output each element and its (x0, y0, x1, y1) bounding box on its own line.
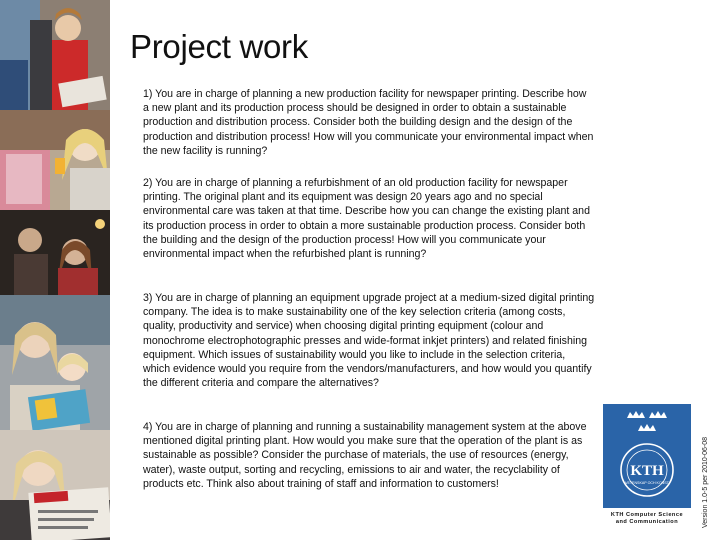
photo-woman-reading (0, 110, 110, 210)
kth-logo-tagline: VETENSKAP OCH KONST (625, 481, 669, 485)
photo-mother-child (0, 295, 110, 430)
kth-logo-name: KTH (630, 463, 664, 479)
kth-logo (603, 404, 691, 525)
logo-caption-line-1: KTH Computer Science (610, 512, 684, 518)
paragraph-3: 3) You are in charge of planning an equipment upgrade project at a medium-sized digital printing company. The idea is to make sustainability one of the key selection criteria (among costs, quality, productivity and service) when choosing digital printing equipment (colour and monochrome electrophotographic presses and wide-format inkjet printers) and related finishing equipment. Which issues of sustainability would you like to include in the selection criteria, which evidence would you require from the vendors/manufacturers, and how would you quantify the different criteria and compare the alternatives? (143, 292, 595, 390)
paragraph-1: 1) You are in charge of planning a new production facility for newspaper printing. Describe how a new plant and its production process should be designed in order to obtain a sustainable production and distribution process. Consider both the building design and the design of the production and distribution process! How will you communicate your environmental impact when the new facility is running? (143, 88, 594, 157)
photo-newspaper-reader (0, 0, 110, 110)
logo-caption-line-2: and Communication (615, 518, 679, 525)
paragraph-4: 4) You are in charge of planning and running a sustainability management system at the above mentioned digital printing plant. How would you make sure that the operation of the plant is as sustainable as possible? Consider the purchase of materials, the use of resources (energy, water), waste output, sorting and recycling, emissions to air and water, the recyclability of products etc. Think also about training of staff and information to customers! (143, 421, 587, 490)
kth-logo-emblem (603, 404, 691, 508)
photo-woman-newspaper (0, 430, 110, 540)
photo-group-night (0, 210, 110, 295)
logo-caption (603, 512, 691, 525)
paragraph-2: 2) You are in charge of planning a refurbishment of an old production facility for newspaper printing. The original plant and its equipment was design 20 years ago and no special environmental care was taken at that time. Describe how you can change the existing plant and its production process in order to obtain a more sustainable production process. Consider both the building and the design of the production process! How will you communicate your environmental impact when the refurbished plant is running? (143, 177, 590, 261)
photo-collage (0, 0, 110, 540)
version-label: Version 1.0-5 per 2010-06-08 (702, 436, 709, 528)
page-title: Project work (130, 28, 308, 65)
